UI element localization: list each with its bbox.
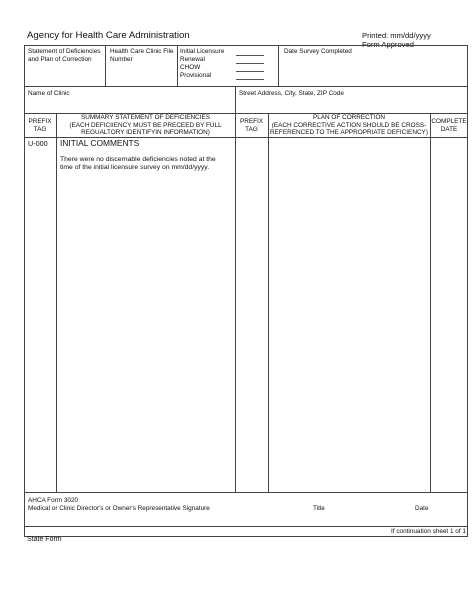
prefix-tag-header-1 [24,118,56,133]
prefix-tag-2-line2: TAG [245,125,258,133]
continuation-sheet: If continuation sheet 1 of 1 [391,528,466,535]
clinic-address-label: Street Address, City, State, ZIP Code [239,90,344,97]
date-survey-completed-label: Date Survey Completed [284,48,352,55]
file-number-label-line2: Number [110,56,133,63]
complete-date-header [430,118,468,133]
licensure-initial-blank[interactable] [236,55,264,56]
entry-heading: INITIAL COMMENTS [60,138,140,148]
date-label: Date [415,505,429,512]
form-approved: Form Approved [362,40,414,49]
prefix-tag-1-line1: PREFIX [28,118,52,125]
plan-header-line3: REFERENCED TO THE APPROPRIATE DEFICIENCY) [270,129,428,137]
licensure-provisional: Provisional [180,72,212,79]
entry-text-line2: time of the initial licensure survey on mm/dd/yyyy. [60,164,210,171]
licensure-renewal-blank[interactable] [236,63,264,64]
plan-header-line2: (EACH CORRECTIVE ACTION SHOULD BE CROSS- [271,121,427,129]
licensure-chow-blank[interactable] [236,71,264,72]
prefix-tag-2-line1: PREFIX [239,118,264,125]
complete-date-line2: DATE [440,125,458,133]
prefix-tag-1-line2: TAG [33,125,47,133]
summary-header-line1: SUMMARY STATEMENT OF DEFICIENCIES [80,114,210,121]
summary-statement-header [56,114,235,137]
complete-date-line1: COMPLETE [431,118,467,125]
licensure-initial: Initial Licensure [180,48,225,55]
entry-tag: U-000 [28,139,48,148]
prefix-tag-header-2 [235,118,268,133]
statement-label-line2: and Plan of Correction [28,56,92,63]
clinic-name-label: Name of Clinic [28,90,70,97]
form-number: AHCA Form 3020 [28,497,79,504]
plan-of-correction-header [268,114,430,137]
summary-header-line2: (EACH DEFICIIENCY MUST BE PRECEED BY FULL [69,121,222,129]
title-label: Title [313,505,325,512]
file-number-label-line1: Health Care Clinic File [110,48,174,55]
state-form-label: State Form [27,536,62,543]
agency-title: Agency for Health Care Administration [27,30,190,41]
plan-header-line1: PLAN OF CORRECTION [312,114,386,121]
entry-text-line1: There were no discernable deficiencies noted at the [60,156,216,163]
licensure-renewal: Renewal [180,56,205,63]
licensure-provisional-blank[interactable] [236,79,264,80]
summary-header-line3: REGUALTORY IDENTIFYIN INFORMATION) [81,129,210,137]
signature-label: Medical or Clinic Director's or Owner's Representative Signature [28,505,210,512]
printed-date: Printed: mm/dd/yyyy [362,31,431,40]
licensure-chow: CHOW [180,64,201,71]
statement-label-line1: Statement of Deficiencies [28,48,101,55]
